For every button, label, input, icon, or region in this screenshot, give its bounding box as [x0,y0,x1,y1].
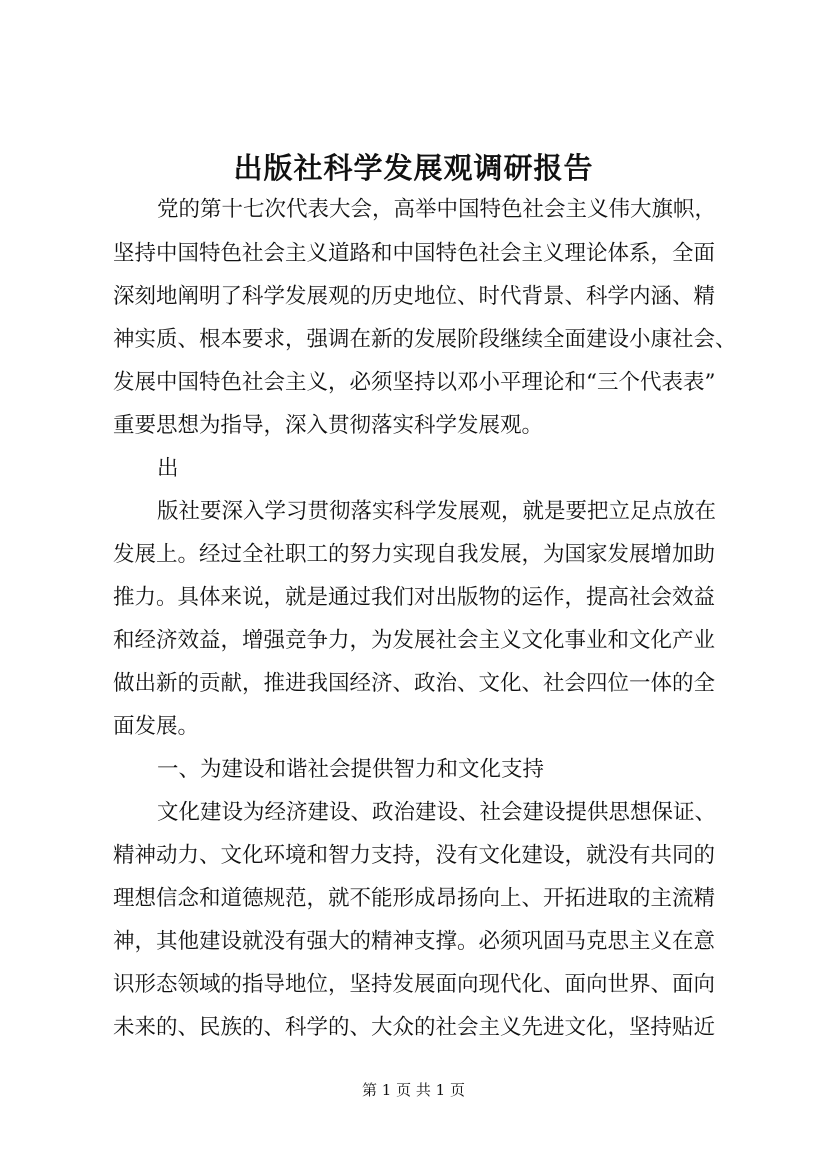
body-line: 深刻地阐明了科学发展观的历史地位、时代背景、科学内涵、精 [113,284,716,309]
body-line: 精神动力、文化环境和智力支持，没有文化建设，就没有共同的 [113,843,716,868]
body-line: 版社要深入学习贯彻落实科学发展观，就是要把立足点放在 [157,499,717,524]
body-line: 党的第十七次代表大会，高举中国特色社会主义伟大旗帜， [157,197,717,222]
body-line: 和经济效益，增强竞争力，为发展社会主义文化事业和文化产业 [113,628,716,653]
body-line: 做出新的贡献，推进我国经济、政治、文化、社会四位一体的全 [113,671,716,696]
body-line: 坚持中国特色社会主义道路和中国特色社会主义理论体系，全面 [113,241,716,266]
body-line: 面发展。 [113,714,200,739]
body-line: 理想信念和道德规范，就不能形成昂扬向上、开拓进取的主流精 [113,886,716,911]
body-line: 发展中国特色社会主义，必须坚持以邓小平理论和“三个代表表” [113,370,716,395]
body-line: 重要思想为指导，深入贯彻落实科学发展观。 [113,413,544,438]
body-line: 神实质、根本要求，强调在新的发展阶段继续全面建设小康社会、 [113,327,737,352]
body-line: 推力。具体来说，就是通过我们对出版物的运作，提高社会效益 [113,585,716,610]
document-title: 出版社科学发展观调研报告 [233,151,594,185]
body-line: 未来的、民族的、科学的、大众的社会主义先进文化，坚持贴近 [113,1015,716,1040]
section-heading: 一、为建设和谐社会提供智力和文化支持 [157,757,545,782]
body-line: 神，其他建设就没有强大的精神支撑。必须巩固马克思主义在意 [113,929,716,954]
body-line: 识形态领域的指导地位，坚持发展面向现代化、面向世界、面向 [113,972,716,997]
page-footer: 第 1 页 共 1 页 [362,1081,465,1099]
body-line: 出 [157,456,179,481]
body-line: 发展上。经过全社职工的努力实现自我发展，为国家发展增加助 [113,542,716,567]
body-line: 文化建设为经济建设、政治建设、社会建设提供思想保证、 [157,800,717,825]
